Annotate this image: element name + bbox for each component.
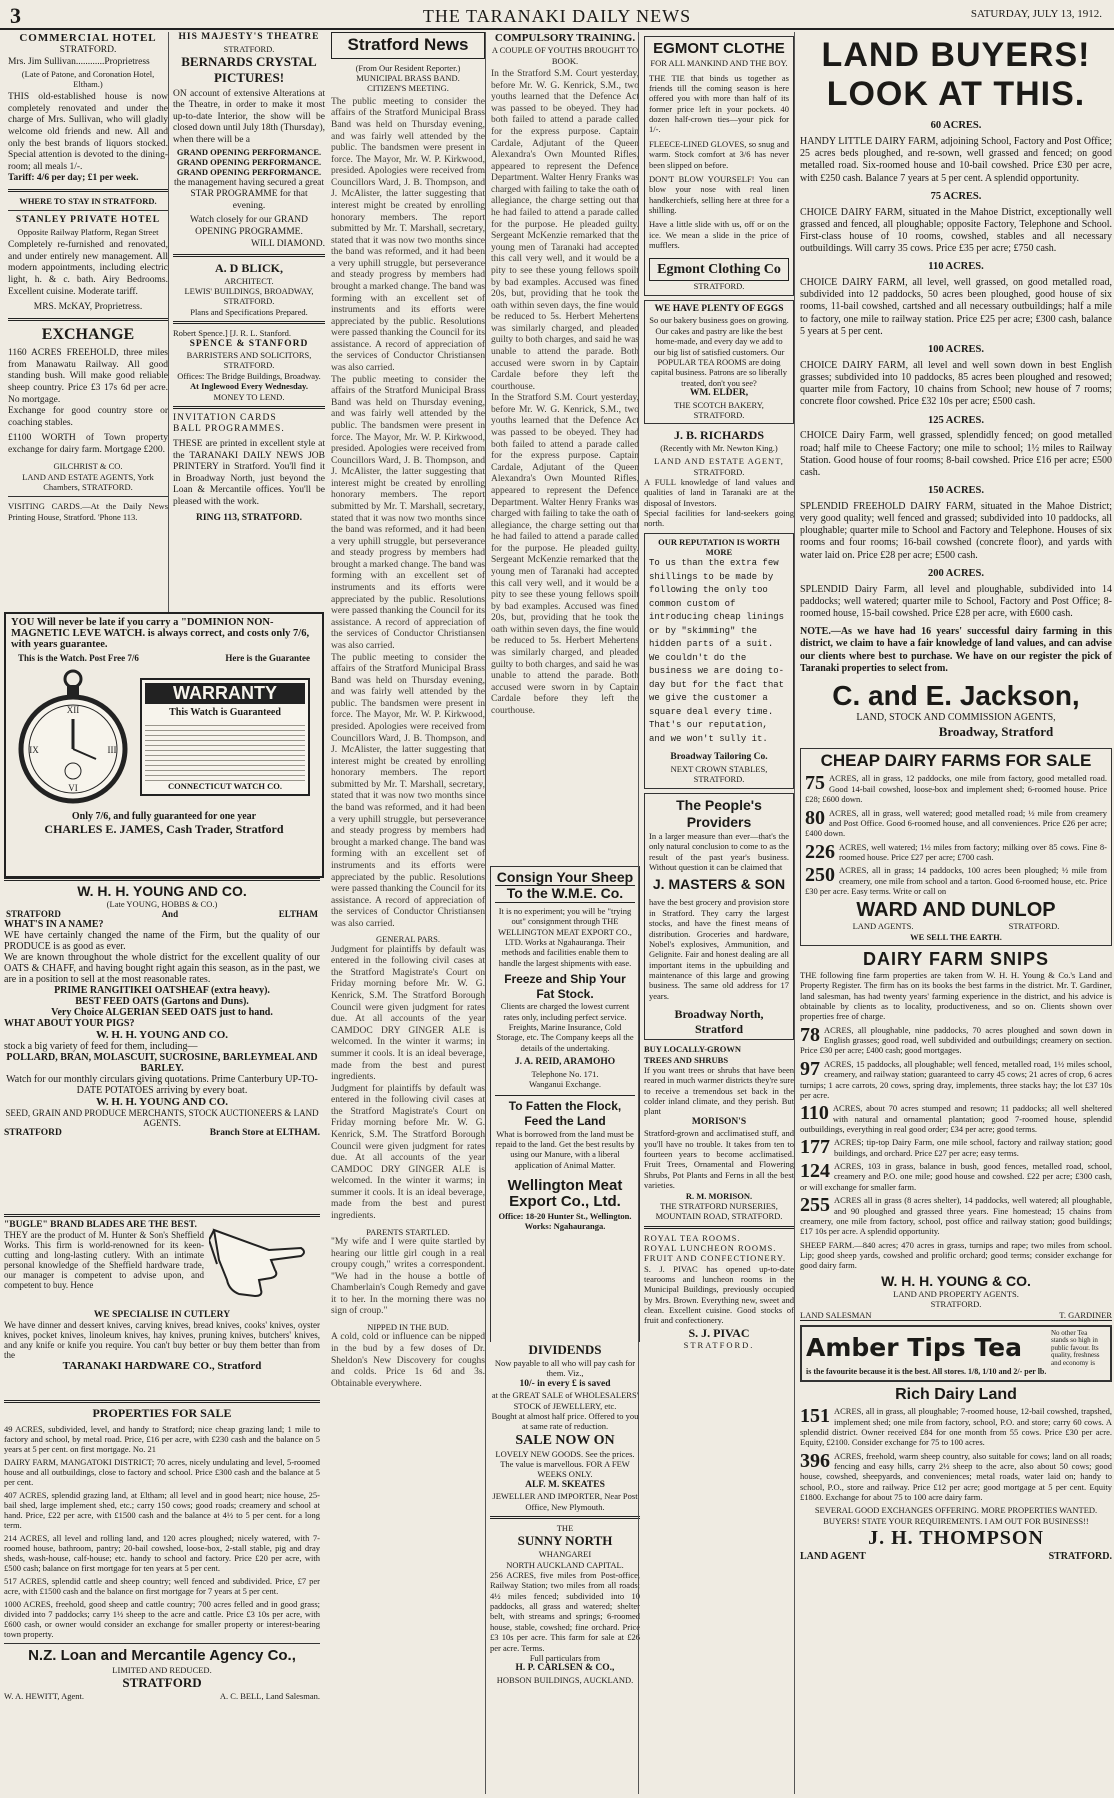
- invitation-ad: [173, 413, 325, 524]
- training-sub: A COUPLE OF YOUTHS BROUGHT TO BOOK.: [491, 45, 639, 66]
- column-2: [168, 32, 329, 616]
- page-number: 3: [10, 3, 21, 28]
- dividends-goods: LOVELY NEW GOODS. See the prices. The value is marvellous. FOR A FEW WEEKS ONLY.: [495, 1448, 635, 1480]
- rich-town: STRATFORD.: [1048, 1550, 1112, 1562]
- pivac-text: S. J. PIVAC has opened up-to-date tearooms and luncheon rooms in the Municipal Buildings, previously occupied by Mrs. Brown. Everything new, sweet and clean. Excellent cuisine. Good stocks of fruit and confectionery.: [644, 1263, 794, 1326]
- sale-title: PROPERTIES FOR SALE: [92, 1406, 232, 1420]
- sale-item-3: 407 ACRES, splendid grazing land, at Eltham; all level and in good heart; nice house, 25-bail shed, large implement shed, etc.; carry 150 cows; good roads; creamery and school at hand. Price, £22 per acre, with £1500 cash and the balance at 4½ to 5 per cent. for a long term.: [4, 1490, 320, 1530]
- young-item-3: Very Choice ALGERIAN SEED OATS just to hand.: [51, 1007, 273, 1019]
- richards-name: J. B. RICHARDS: [673, 428, 764, 443]
- stay-ad: [8, 196, 168, 314]
- listing-number: 177: [800, 1136, 830, 1159]
- north-place: WHANGAREI: [538, 1549, 592, 1560]
- theatre-management: the management having secured a great STAR PROGRAMME for that evening.: [173, 177, 325, 211]
- young-question-2: WHAT ABOUT YOUR PIGS?: [4, 1018, 135, 1030]
- listing-text: ACRES all in grass (8 acres shelter), 14 paddocks, well watered; all ploughable, and 90 ploughed and grassed three years. Fine homestead; 15 chains from creamery, one mile from factory, school, post office and railway station; good buildings; £17 10s per acre. A splendid opportunity.: [800, 1195, 1112, 1237]
- watch-left-label: This is the Watch. Post Free 7/6: [18, 653, 139, 663]
- young-para-1: WE have certainly changed the name of the Firm, but the quality of our PRODUCE is as good as ever.: [4, 930, 320, 953]
- news-text-2b: Judgment for plaintiffs by default was entered in the following civil cases at the Stratford Magistrate's Court on Friday morning before Mr. W. G. Kenrick, S.M. The Stratford Borough Council were given judgment for rates due. At all accounts of the year CAMDOC DRY GINGER ALE is welcomed. In the winter it warms; in summer it cools. It is an ideal beverage, made from the best and purest ingredients.: [331, 1083, 485, 1222]
- richards-sub: (Recently with Mr. Newton King.): [660, 442, 778, 453]
- invitation-line-1: INVITATION CARDS: [173, 412, 277, 423]
- training-title: COMPULSORY TRAINING.: [494, 32, 636, 44]
- theatre-opening-3: GRAND OPENING PERFORMANCE.: [176, 167, 322, 178]
- hotel-tariff: Tariff: 4/6 per day; £1 per week.: [8, 173, 139, 184]
- svg-text:VI: VI: [68, 783, 78, 793]
- pocket-watch-icon: [18, 667, 128, 807]
- egmont-ad: [644, 36, 794, 296]
- hotel-town: STRATFORD.: [59, 45, 117, 56]
- consign-agent: J. A. REID, ARAMOHO: [514, 1056, 616, 1067]
- solicitors-names-line: Robert Spence.] [J. R. L. Stanford.: [173, 328, 292, 339]
- theatre-ad: [173, 32, 325, 250]
- reputation-firm: Broadway Tailoring Co.: [670, 752, 768, 763]
- warranty-guarantee: This Watch is Guaranteed: [169, 707, 281, 718]
- snips-role: LAND AND PROPERTY AGENTS.: [893, 1289, 1019, 1300]
- amber-tips-ad: [800, 1325, 1112, 1381]
- consign-office: Office: 18-20 Hunter St., Wellington.: [498, 1210, 632, 1221]
- listing-number: 110: [800, 1102, 829, 1125]
- column-4: [485, 32, 644, 1794]
- watch-right-label: Here is the Guarantee: [225, 653, 310, 663]
- young-sub: (Late YOUNG, HOBBS & CO.): [106, 899, 218, 910]
- richards-special: Special facilities for land-seekers going north.: [644, 508, 794, 529]
- reputation-place: NEXT CROWN STABLES,: [670, 764, 768, 775]
- rich-note: SEVERAL GOOD EXCHANGES OFFERING. MORE PROPERTIES WANTED. BUYERS! STATE YOUR REQUIREMENTS. I AM OUT FOR BUSINESS!!: [814, 1505, 1098, 1526]
- numbered-listing: [805, 842, 1107, 863]
- listing-number: 151: [800, 1405, 830, 1428]
- pivac-name: S. J. PIVAC: [688, 1325, 750, 1340]
- hotel-former: (Late of Patone, and Coronation Hotel, Eltham.): [21, 68, 155, 89]
- egmont-sub: FOR ALL MANKIND AND THE BOY.: [650, 58, 788, 69]
- consign-line-2: To the W.M.E. Co.: [495, 886, 635, 902]
- listing-acres: 110 ACRES.: [928, 261, 984, 273]
- watch-seller: CHARLES E. JAMES, Cash Trader, Stratford: [44, 822, 284, 836]
- egmont-p3: DON'T BLOW YOURSELF! You can blow your nose with real linen handkerchiefs, selling here at three for a shilling.: [649, 173, 789, 215]
- watch-ad: [4, 612, 324, 878]
- dividends-text: at the GREAT SALE of WHOLESALERS' STOCK of JEWELLERY, etc.: [491, 1390, 639, 1411]
- young-question-1: WHAT'S IN A NAME?: [4, 919, 104, 931]
- young-firm-2: W. H. H. YOUNG AND CO.: [95, 1029, 229, 1042]
- news-text-1b: The public meeting to consider the affairs of the Stratford Municipal Brass Band was held on Thursday evening, and was fairly well attended by the public. The bandsmen were present in force. The Mayor, Mr. W. P. Kirkwood, presided. Apologies were received from Councillors Ward, J. B. Thompson, and J. McAlister, the latter suggesting that interest might be created by enrolling honorary members. The report submitted by Mr. T. Marshall, secretary, stated that it was now two months since the band was reformed, and it had been a very uphill struggle, but perseverance and steady progress by members had brought a marked change. The band was forming with an excellent set of instruments and its efforts were appreciated by the public. Resolutions were passed thanking the Council for its assistance. A record of appreciation of the services of Conductor Christiansen was also carried.: [331, 374, 485, 651]
- listing-text: SPLENDID Dairy Farm, all level and ploughable, subdivided into 14 paddocks; well watered; quarter mile to School, Factory and Post Office; 8-roomed house, 15-bail cowshed. Price £28 per acre, with £600 cash.: [800, 583, 1112, 620]
- consign-ad: [490, 866, 640, 1344]
- egmont-town: STRATFORD.: [693, 281, 745, 292]
- invitation-line-2: BALL PROGRAMMES.: [173, 424, 285, 435]
- dividends-line: Now payable to all who will pay cash for them. Viz.,: [494, 1357, 636, 1379]
- training-text: In the Stratford S.M. Court yesterday, before Mr. W. G. Kenrick, S.M., two youths learned that the Defence Act was passed to be obeyed. They had both failed to attend a parade called for the express purpose. Captain Cardale, Adjutant of the Queen Alexandra's Own Mounted Rifles, appeared to represent the Defence Department. Walter Henry Franks was charged with failing to take the oath of allegiance, the charge setting out that he had failed to attend a parade called for the purpose. He pleaded guilty. Sergeant McKenzie remarked that the young men of Taranaki had accepted this call very well, and it would be a pity to see these young fellows spoilt by bad examples. Accused was fined 20s, but, providing that he took the oath within seven days, the fine would be reduced to 5s. Herbert Mehertens was similarly charged, and pleaded guilty to both charges, and said he was unable to attend the parade. Both accused were sworn in by Captain Cardale before they left the courthouse.: [491, 69, 639, 392]
- visiting-cards-note: VISITING CARDS.—At the Daily News Printing House, Stratford. 'Phone 113.: [8, 501, 168, 522]
- listing-text: CHOICE DAIRY FARM, all level, well grassed, on good metalled road, subdivided into 12 paddocks, 50 acres been ploughed, good house of six rooms, 11-bail cowshed, cartshed and all necessary outbuildings; half a mile to factory, one mile to railway station. Price £25 per acre; £300 cash, balance 5 years at 5 per cent.: [800, 277, 1112, 337]
- stay-location: Opposite Railway Platform, Regan Street: [17, 226, 159, 237]
- morison-line-2: TREES AND SHRUBS: [644, 1054, 729, 1065]
- young-foot-right: Branch Store at ELTHAM.: [209, 1128, 320, 1139]
- richards-text: A FULL knowledge of land values and qualities of land in Taranaki are at the disposal of Investors.: [644, 476, 794, 508]
- numbered-listing: [800, 1406, 1112, 1447]
- cheap-title: CHEAP DAIRY FARMS FOR SALE: [820, 750, 1092, 770]
- richards-town: STRATFORD.: [693, 466, 745, 477]
- consign-freeze: Freeze and Ship Your Fat Stock.: [504, 971, 626, 1001]
- hotel-proprietress: Mrs. Jim Sullivan............Proprietress: [8, 56, 150, 67]
- eggs-ad: [644, 300, 794, 424]
- numbered-listing: [805, 773, 1107, 804]
- numbered-listing: [800, 1137, 1112, 1158]
- richards-ad: [644, 428, 794, 529]
- theatre-body: ON account of extensive Alterations at the Theatre, in order to make it most up-to-date Interior, the show will be closed down until July 18th (Thursday), when there will be a: [173, 88, 325, 145]
- dividends-trade: JEWELLER AND IMPORTER, Near Post Office, New Plymouth.: [492, 1491, 638, 1512]
- north-address: HOBSON BUILDINGS, AUCKLAND.: [496, 1674, 634, 1685]
- sale-limited: LIMITED AND REDUCED.: [112, 1664, 212, 1675]
- amber-side: No other Tea stands so high in public favour. Its quality, freshness and economy is: [1051, 1329, 1100, 1367]
- jackson-role: LAND, STOCK AND COMMISSION AGENTS,: [856, 711, 1056, 723]
- stay-name: STANLEY PRIVATE HOTEL: [15, 215, 161, 226]
- sale-item-4: 214 ACRES, all level and rolling land, and 120 acres ploughed; nicely watered, with 7-roomed house, bathroom, pantry; 20-bail cowshed, loose-box, 2-stall stable, pig and dray sheds, wash-house, calf-house; etc. handy to school and factory. Price £20 per acre, with £500 cash; balance on first mortgage for ten years at 5 per cent.: [4, 1533, 320, 1573]
- morison-sign: R. M. MORISON.: [685, 1190, 753, 1201]
- listing-number: 80: [805, 806, 825, 829]
- young-place-3: ELTHAM: [278, 909, 318, 920]
- amber-title: Amber Tips Tea: [806, 1333, 1022, 1363]
- richards-agent: LAND AND ESTATE AGENT,: [654, 456, 784, 467]
- pivac-line-1: ROYAL TEA ROOMS.: [644, 1232, 741, 1243]
- listing-text: ACRES, 103 in grass, balance in bush, good fences, metalled road, school, creamery and P.O. one mile; good house and cowshed. £22 per acre; £300 cash, or will exchange for smaller farm.: [800, 1161, 1112, 1192]
- young-foot-left: STRATFORD: [4, 1128, 62, 1139]
- column-3: [326, 32, 490, 1794]
- young-para-4: Watch for our monthly circulars giving quotations. Prime Canterbury UP-TO-DATE POTATOES arriving by every boat.: [6, 1074, 318, 1097]
- dividends-now: SALE NOW ON: [515, 1432, 615, 1448]
- listing-text: ACRES, about 70 acres stumped and resown; 11 paddocks; all well sheltered with natural and ornamental plantation; good 7-roomed house, splendid outbuildings, everything in real good order; £34 per acre; good terms.: [800, 1103, 1112, 1134]
- solicitors-ad: [173, 328, 325, 402]
- morison-ad: [644, 1044, 794, 1221]
- listing-text: ACRES, all in grass, 12 paddocks, one mile from factory, good metalled road. Good 14-bail cowshed, loose-box and implement shed; 6-roomed house. Price £28; £600 down.: [805, 773, 1107, 805]
- solicitors-inglewood: At Inglewood Every Wednesday.: [190, 381, 308, 392]
- listing-text: ACRES, 15 paddocks, all ploughable; well fenced, metalled road, 1½ miles school, creamery, and railway station; guaranteed to carry 45 cows; 21 acres of crop, 6 acres turnips; 1 acre carrots, 20 cows, spring dray, implements, three stacks hay; the lot £37 10s per acre.: [800, 1058, 1112, 1100]
- morison-address: THE STRATFORD NURSERIES, MOUNTAIN ROAD, STRATFORD.: [655, 1200, 783, 1222]
- exchange-item-1: 1160 ACRES FREEHOLD, three miles from Manawatu Railway. All good standing bush. Will make good reliable sheep country. Price £3 17s 6d per acre. No mortgage.: [8, 348, 168, 405]
- news-sub-5: NIPPED IN THE BUD.: [367, 1322, 449, 1333]
- stratford-news-title: Stratford News: [331, 32, 485, 59]
- bugle-body-2: We have dinner and dessert knives, carving knives, bread knives, cooks' knives, oyster knives, pocket knives, linoleum knives, hay knives, pruning knives, butchers' knives, and any knife or knife you require. You can't buy better or buy them better than from the: [4, 1320, 320, 1360]
- numbered-listing: [800, 1103, 1112, 1134]
- consign-works: Works: Ngahauranga.: [524, 1221, 606, 1232]
- snips-items: [800, 1025, 1112, 1271]
- solicitors-money: MONEY TO LEND.: [213, 391, 285, 402]
- jackson-name: C. and E. Jackson,: [832, 679, 1080, 711]
- pivac-town: STRATFORD.: [683, 1340, 755, 1351]
- jackson-note: NOTE.—As we have had 16 years' successful dairy farming in this district, we claim to have a fair knowledge of land values, and can advise our clients where best to purchase. We have on our register the pick of Taranaki properties to select from.: [800, 626, 1112, 674]
- listing-number: 78: [800, 1023, 820, 1046]
- young-item-2: BEST FEED OATS (Gartons and Duns).: [75, 996, 249, 1008]
- providers-title: The People's Providers: [676, 796, 762, 830]
- numbered-listing: [800, 1195, 1112, 1236]
- listing-text: SHEEP FARM.—840 acres; 470 acres in grass, turnips and rape; two miles from school. Lip; good sheep yards, cowshed and prolific orchard; good terms; consider exchange for good dairy farm.: [800, 1239, 1112, 1271]
- news-sub-3: GENERAL PARS.: [375, 934, 441, 945]
- egmont-logo: Egmont Clothing Co: [649, 258, 789, 281]
- theatre-watch: Watch closely for our GRAND OPENING PROGRAMME.: [190, 215, 308, 237]
- listing-acres: 60 ACRES.: [930, 120, 982, 132]
- north-firm: H. P. CARLSEN & CO.,: [515, 1663, 615, 1674]
- egmont-p2: FLEECE-LINED GLOVES, so snug and warm. Stock comfort at 3/6 has never been slipped on before.: [649, 138, 789, 170]
- numbered-listing: [800, 1240, 1112, 1271]
- svg-text:XII: XII: [66, 705, 80, 715]
- numbered-listing: [800, 1025, 1112, 1056]
- snips-left: LAND SALESMAN: [800, 1309, 872, 1320]
- news-sub-4: PARENTS STARTLED.: [366, 1226, 450, 1237]
- solicitors-role: BARRISTERS AND SOLICITORS, STRATFORD.: [186, 350, 312, 371]
- snips-ad: [800, 950, 1112, 1321]
- cheap-tag: WE SELL THE EARTH.: [910, 931, 1002, 942]
- bugle-body: THEY are the product of M. Hunter & Son's Sheffield Works. This firm is world-renowned for its keen-cutting and long-lasting cutlery. With an intimate personal knowledge of the Sheffield hardware trade, our manager is competent to advise upon, and competent to buy. Hence: [4, 1230, 204, 1290]
- consign-town: Wanganui Exchange.: [528, 1078, 601, 1089]
- training-text-b: In the Stratford S.M. Court yesterday, before Mr. W. G. Kenrick, S.M., two youths learned that the Defence Act was passed to be obeyed. They had both failed to attend a parade called for the express purpose. Captain Cardale, Adjutant of the Queen Alexandra's Own Mounted Rifles, appeared to represent the Defence Department. Walter Henry Franks was charged with failing to take the oath of allegiance, the charge setting out that he had failed to attend a parade called for the purpose. He pleaded guilty. Sergeant McKenzie remarked that the young men of Taranaki had accepted this call very well, and it would be a pity to see these young fellows spoilt by bad examples. Accused was fined 20s, but, providing that he took the oath within seven days, the fine would be reduced to 5s. Herbert Mehertens was similarly charged, and pleaded guilty to both charges, and said he was unable to attend the parade. Both accused were sworn in by Captain Cardale before they left the courthouse.: [491, 393, 639, 716]
- snips-firm: W. H. H. YOUNG & CO.: [881, 1272, 1031, 1289]
- consign-firm: Wellington Meat Export Co., Ltd.: [507, 1176, 623, 1211]
- north-sub: NORTH AUCKLAND CAPITAL.: [506, 1559, 624, 1570]
- theatre-name: HIS MAJESTY'S THEATRE: [178, 32, 320, 42]
- exchange-item-1b: Exchange for good country store or coaching stables.: [8, 406, 168, 428]
- sale-item-5: 517 ACRES, splendid cattle and sheep country; well fenced and subdivided. Price, £7 per acre, with £1500 cash and the balance on first mortgage for 7 years at 5 per cent.: [4, 1576, 320, 1596]
- stay-heading: WHERE TO STAY IN STRATFORD.: [19, 195, 157, 206]
- north-title: SUNNY NORTH: [517, 1533, 613, 1549]
- watch-headline: YOU Will never be late if you carry a "DOMINION NON-MAGNETIC LEVE WATCH. is always correct, and costs only 7/6, with years guarantee.: [11, 617, 310, 650]
- consign-body: It is no experiment; you will be "trying out" consignment through THE WELLINGTON MEAT EXPORT CO., LTD. Works at Ngahauranga. Their methods and facilities enable them to handle the largest shipments with ease.: [498, 905, 632, 968]
- architect-plans: Plans and Specifications Prepared.: [190, 306, 308, 317]
- egmont-p4: Have a little slide with us, off or on the ice. We mean a slide in the price of mufflers.: [649, 219, 789, 251]
- sale-agent-right: A. C. BELL, Land Salesman.: [219, 1690, 320, 1701]
- north-particulars: Full particulars from: [529, 1652, 601, 1663]
- listing-text: ACRES, all in grass, well watered; good metalled road; ½ mile from creamery and Post Office. Good 6-roomed house, and all conveniences. Price £26 per acre; £400 down.: [805, 807, 1107, 839]
- consign-fatten: To Fatten the Flock, Feed the Land: [495, 1095, 635, 1128]
- exchange-item-2: £1100 WORTH of Town property exchange for dairy farm. Mortgage £200.: [8, 433, 168, 455]
- eggs-name: WM. ELDER,: [689, 387, 749, 398]
- theatre-title: BERNARDS CRYSTAL PICTURES!: [181, 53, 317, 85]
- solicitors-name: SPENCE & STANFORD: [189, 338, 309, 349]
- dividends-title: DIVIDENDS: [528, 1342, 602, 1357]
- reputation-ad: [644, 533, 794, 789]
- news-text-1: The public meeting to consider the affairs of the Stratford Municipal Brass Band was held on Thursday evening, and was fairly well attended by the public. The bandsmen were present in force. The Mayor, Mr. W. P. Kirkwood, presided. Apologies were received from Councillors Ward, J. B. Thompson, and J. McAlister, the latter suggesting that interest might be created by enrolling honorary members. The report submitted by Mr. T. Marshall, secretary, stated that it was now two months since the band was reformed, and it had been a very uphill struggle, but perseverance and steady progress by members had brought a marked change. The band was forming with an excellent set of instruments and its efforts were appreciated by the public. Resolutions were passed thanking the Council for its assistance. A record of appreciation of the services of Conductor Christiansen was also carried.: [331, 96, 485, 374]
- listing-text: ACRES, all in grass, all ploughable; 7-roomed house, 12-bail cowshed, trapshed, implement shed; one mile from factory, school, P.O. and store; carry 60 cows. A splendid district. Owner received £84 for one month from 55 cows. Price £30 per acre. Equity, £2100. Consider exchange for 75 to 100 acres.: [800, 1406, 1112, 1448]
- bugle-title: "BUGLE" BRAND BLADES ARE THE BEST.: [4, 1220, 197, 1230]
- properties-sale-ad: [4, 1400, 320, 1798]
- egmont-p1: THE TIE that binds us together as friends till the coming season is here offered you with more than half of its former price left in your pockets. 40 dozen half-crown ties—your pick for 1/-.: [649, 72, 789, 135]
- warranty-maker: CONNECTICUT WATCH CO.: [167, 781, 283, 791]
- listing-acres: 150 ACRES.: [927, 485, 984, 497]
- rich-role: LAND AGENT: [800, 1550, 866, 1562]
- morison-name: MORISON'S: [691, 1116, 747, 1127]
- providers-firm: J. MASTERS & SON: [652, 876, 786, 893]
- architect-role: ARCHITECT.: [224, 275, 274, 286]
- cheap-firm: WARD AND DUNLOP: [856, 899, 1056, 922]
- providers-text: In a larger measure than ever—that's the only natural conclusion to come to as the result of the past year's business. Without question it can be claimed that: [649, 830, 789, 872]
- theatre-sign: WILL DIAMOND.: [250, 238, 325, 249]
- providers-address: Broadway North, Stratford: [674, 1007, 764, 1036]
- morison-text-2: Stratford-grown and acclimatised stuff, and you'll have no trouble. It takes from ten to fourteen years to become acclimatised. Fruit Trees, Ornamental and Flowering Shrubs, Pot Plants and Ferns in all the best varieties.: [644, 1128, 794, 1191]
- invitation-ring: RING 113, STRATFORD.: [196, 512, 302, 523]
- numbered-listing: [800, 1451, 1112, 1503]
- morison-line-1: BUY LOCALLY-GROWN: [644, 1044, 742, 1055]
- listing-text: CHOICE DAIRY FARM, situated in the Mahoe District, exceptionally well grassed and fenced, all ploughable; opposite Factory, Telephone and School. First-class house of 10 rooms, cowshed, stables and all necessary outbuildings. Will carry 35 cows. Price £35 per acre; £750 cash.: [800, 206, 1112, 255]
- pivac-ad: [644, 1233, 794, 1351]
- pointing-hand-icon: [209, 1220, 309, 1310]
- reputation-title: OUR REPUTATION IS WORTH MORE: [658, 536, 780, 558]
- exchange-title: EXCHANGE: [41, 325, 135, 343]
- snips-title: DAIRY FARM SNIPS: [862, 949, 1050, 970]
- sale-item-1: 49 ACRES, subdivided, level, and handy to Stratford; nice cheap grazing land; 1 mile to factory and school, by metal road. Price, £16 per acre, with £230 cash and the balance on 5 years at 5 per cent. on first mortgage. No. 21: [4, 1424, 320, 1454]
- architect-address: LEWIS' BUILDINGS, BROADWAY, STRATFORD.: [184, 286, 314, 307]
- young-title: W. H. H. YOUNG AND CO.: [77, 883, 247, 899]
- morison-text: If you want trees or shrubs that have been reared in much warmer districts they're sure to receive a tremendous set back in the colder inland climate, and they perish. But plant: [644, 1064, 794, 1117]
- stay-body: Completely re-furnished and renovated, and under entirely new management. All modern appointments, including electric light, h. & c. bath. Airy Bedrooms. Excellent cuisine. Moderate tariff.: [8, 240, 168, 297]
- jackson-listings: [800, 120, 1112, 620]
- rich-name: J. H. THOMPSON: [868, 1527, 1044, 1550]
- hotel-body: THIS old-established house is now completely renovated and under the charge of Mrs. Sullivan, who will gladly welcome old friends and new. All and only the best brands of liquors stocked. Special attention is devoted to the dining-room; all meals 1/-.: [8, 92, 168, 172]
- young-item-1: PRIME RANGITIKEI OATSHEAF (extra heavy).: [54, 985, 270, 997]
- cheap-farms-ad: [800, 748, 1112, 946]
- theatre-opening-2: GRAND OPENING PERFORMANCE.: [176, 156, 322, 167]
- egmont-title: EGMONT CLOTHE: [653, 40, 785, 57]
- snips-town: STRATFORD.: [930, 1299, 982, 1310]
- listing-text: ACRES, well watered; 1½ miles from factory; milking over 85 cows. Fine 8-roomed house. Price £27 per acre; £700 cash.: [839, 841, 1107, 862]
- news-text-2: Judgment for plaintiffs by default was entered in the following civil cases at the Stratford Magistrate's Court on Friday morning before Mr. W. G. Kenrick, S.M. The Stratford Borough Council were given judgment for rates due. At all accounts of the year CAMDOC DRY GINGER ALE is welcomed. In the winter it warms; in summer it cools. It is an ideal beverage, made from the best and purest ingredients.: [331, 944, 485, 1083]
- dividends-name: ALF. M. SKEATES: [525, 1479, 605, 1490]
- bugle-ad: [4, 1214, 320, 1400]
- numbered-listing: [805, 808, 1107, 839]
- news-sub-1: MUNICIPAL BRASS BAND.: [356, 73, 460, 84]
- exchange-ad: [8, 325, 168, 523]
- news-text-1c: The public meeting to consider the affairs of the Stratford Municipal Brass Band was held on Thursday evening, and was fairly well attended by the public. The bandsmen were present in force. The Mayor, Mr. W. P. Kirkwood, presided. Apologies were received from Councillors Ward, J. B. Thompson, and J. McAlister, the latter suggesting that interest might be created by enrolling honorary members. The report submitted by Mr. T. Marshall, secretary, stated that it was now two months since the band was reformed, and it had been a very uphill struggle, but perseverance and steady progress by members had brought a marked change. The band was forming with an excellent set of instruments and its efforts were appreciated by the public. Resolutions were passed thanking the Council for its assistance. A record of appreciation of the services of Conductor Christiansen was also carried.: [331, 652, 485, 929]
- listing-number: 97: [800, 1057, 820, 1080]
- listing-text: CHOICE DAIRY FARM, all level and well sown down in best English grasses; subdivided into 10 paddocks, 85 acres been ploughed and resowed; quarter mile from Factory, 10 chains from School; new house of 7 rooms; concrete floor cowshed. Price £32 10s per acre; £500 cash.: [800, 359, 1112, 408]
- newspaper-title: THE TARANAKI DAILY NEWS: [422, 6, 692, 26]
- listing-text: CHOICE Dairy Farm, well grassed, splendidly fenced; on good metalled road; half mile to Cheese Factory; one mile to school; 1½ miles to Railway Station. Good house of four rooms; 8-bail cowshed. Price £16 per acre; £500 cash.: [800, 430, 1112, 478]
- numbered-listing: [805, 865, 1107, 896]
- exchange-agent: GILCHRIST & CO.: [53, 461, 123, 472]
- theatre-opening-1: GRAND OPENING PERFORMANCE.: [176, 146, 322, 157]
- jackson-address: Broadway, Stratford: [938, 723, 1054, 739]
- dividends-sub: 10/- in every £ is saved: [519, 1378, 611, 1389]
- listing-text: ACRES, freehold, warm sheep country, also suitable for cows; land on all roads; fencing and easy hills, carry 2½ sheep to the acre, also about 50 cows; good house, cowshed, sheepyards, and conveniences; metal roads, water laid on; handy to school, P.O., store and railway. Price £12 per acre; good mortgage at 5 per cent. Equity £1800. Exchange for about 75 to 100 acre dairy farm.: [800, 1450, 1112, 1503]
- svg-text:IX: IX: [29, 745, 39, 755]
- news-text-3: "My wife and I were quite startled by hearing our little girl cough in a real croupy cough," writes a correspondent. "We had in the house a bottle of Chamberlain's Cough Remedy and gave it to her. In the morning there was no sign of croup.": [331, 1236, 485, 1317]
- stay-proprietress: MRS. McKAY, Proprietress.: [33, 302, 143, 313]
- amber-tag: is the favourite because it is the best. All stores. 1/8, 1/10 and 2/- per lb.: [806, 1366, 1047, 1376]
- hotel-ad: [8, 32, 168, 185]
- invitation-body: THESE are printed in excellent style at the TARANAKI DAILY NEWS JOB PRINTERY in Stratford. You'll find it in Broadway North, just beyond the Loan & Mercantile offices. You'll be pleased with the work.: [173, 439, 325, 507]
- numbered-listing: [800, 1059, 1112, 1100]
- young-place-1: STRATFORD: [6, 909, 61, 920]
- news-byline: (From Our Resident Reporter.): [355, 62, 461, 73]
- watch-bottom: Only 7/6, and fully guaranteed for one year: [71, 811, 257, 822]
- listing-number: 396: [800, 1449, 830, 1472]
- young-items-2: POLLARD, BRAN, MOLASCUIT, SUCROSINE, BARLEYMEAL AND BARLEY.: [6, 1052, 318, 1075]
- listing-number: 226: [805, 840, 835, 863]
- pivac-line-3: FRUIT AND CONFECTIONERY.: [644, 1253, 786, 1264]
- listing-text: HANDY LITTLE DAIRY FARM, adjoining School, Factory and Post Office; 25 acres beds ploughed, and re-sown, well grassed and fenced; on good metalled road. Six-roomed house and 10-bail cowshed. Price £30 per acre, with £250 cash. Balance 7 years at 5 per cent. A splendid opportunity.: [800, 135, 1112, 184]
- listing-number: 250: [805, 864, 835, 887]
- young-para-3: stock a big variety of feed for them, including—: [4, 1041, 198, 1053]
- listing-acres: 100 ACRES.: [927, 344, 984, 356]
- dividends-ad: [490, 1342, 640, 1685]
- numbered-listing: [800, 1161, 1112, 1192]
- land-buyers-headline: LAND BUYERS! LOOK AT THIS.: [821, 36, 1091, 114]
- listing-text: ACRES; tip-top Dairy Farm, one mile school, factory and railway station; good buildings, and orchard. Price £27 per acre; easy terms.: [834, 1137, 1112, 1158]
- column-6: [794, 32, 1114, 1794]
- listing-acres: 125 ACRES.: [927, 414, 984, 426]
- listing-acres: 75 ACRES.: [930, 190, 982, 202]
- theatre-town: STRATFORD.: [223, 43, 275, 54]
- young-place-2: And: [161, 909, 179, 920]
- rich-dairy-ad: [800, 1386, 1112, 1563]
- masthead: [0, 0, 1114, 30]
- listing-number: 75: [805, 772, 825, 795]
- exchange-agent-2: LAND AND ESTATE AGENTS, York Chambers, STRATFORD.: [22, 471, 154, 493]
- eggs-text: So our bakery business goes on growing. Our cakes and pastry are like the best home-made, and every day we add to our big list of satisfied customers. Our POPULAR TEA ROOMS are doing capital business. Patrons are so liberally treated, don't you see?: [649, 315, 789, 388]
- bugle-special: WE SPECIALISE IN CUTLERY: [93, 1310, 231, 1320]
- eggs-title: WE HAVE PLENTY OF EGGS: [654, 303, 784, 314]
- svg-text:III: III: [107, 745, 117, 755]
- solicitors-offices: Offices: The Bridge Buildings, Broadway.: [177, 370, 321, 381]
- news-sub-2: CITIZEN'S MEETING.: [367, 83, 449, 94]
- snips-right: T. GARDINER: [1059, 1309, 1112, 1320]
- listing-text: ACRES, all ploughable, nine paddocks, 70 acres ploughed and sown down in English grasses; good road, well subdivided and outbuildings; creamery on section. Price £30 per acre; £400 cash; good mortgages.: [800, 1024, 1112, 1056]
- providers-text-2: have the best grocery and provision store in Stratford. They carry the largest stocks, and have the finest means of distribution. Groceries and hardware, Nobel's explosives, Ammunition, and Gelignite. Fair and honest dealing are all important items in the upbuilding and maintenance of this large and growing business. The same old address for 17 years.: [649, 897, 789, 1001]
- dividends-text-2: Bought at almost half price. Offered to you at same rate of reduction.: [491, 1410, 639, 1432]
- cheap-town: STRATFORD.: [1008, 921, 1060, 932]
- consign-line-1: Consign Your Sheep: [496, 869, 634, 885]
- bugle-firm: TARANAKI HARDWARE CO., Stratford: [62, 1360, 262, 1372]
- sale-town: STRATFORD: [122, 1674, 202, 1690]
- consign-body-3: What is borrowed from the land must be repaid to the land. Get the best results by using our Manure, with a liberal application of Animal Matter.: [495, 1128, 635, 1170]
- listing-acres: 200 ACRES.: [927, 567, 984, 579]
- north-the: THE: [556, 1523, 574, 1534]
- young-co-ad: [4, 878, 320, 1214]
- sale-item-6: 1000 ACRES, freehold, good sheep and cattle country; 700 acres felled and in good grass; divided into 7 paddocks; carry 1½ sheep to the acre and cattle. Price £3 10s per acre, with £600 cash, or owner would consider an exchange for smaller property or interest-bearing town property.: [4, 1599, 320, 1639]
- rich-title: Rich Dairy Land: [895, 1385, 1017, 1403]
- news-text-4: A cold, cold or influence can be nipped in the bud by a few doses of Dr. Sheldon's New Discovery for coughs and colds. Price 1s 6d and 3s. Obtainable everywhere.: [331, 1332, 485, 1389]
- sale-item-2: DAIRY FARM, MANGATOKI DISTRICT; 70 acres, nicely undulating and level, 5-roomed house and all outbuildings, close to factory and school. Price £300 cash and the balance at 5 per cent.: [4, 1457, 320, 1487]
- listing-number: 255: [800, 1194, 830, 1217]
- listing-number: 124: [800, 1160, 830, 1183]
- young-trade: SEED, GRAIN AND PRODUCE MERCHANTS, STOCK AUCTIONEERS & LAND AGENTS.: [5, 1108, 319, 1129]
- column-5: [638, 32, 799, 1794]
- reputation-town: STRATFORD.: [693, 774, 745, 785]
- architect-name: A. D BLICK,: [214, 261, 283, 276]
- architect-ad: [173, 261, 325, 317]
- hotel-title: COMMERCIAL HOTEL: [19, 32, 157, 44]
- north-text: 256 ACRES, five miles from Post-office, Railway Station; two miles from all roads; 4½ miles fenced; subdivided into 10 paddocks, all grass and watered; shelter belt, with streams and springs; 6-roomed house, stable, cowshed; fine orchard. Price £3 10s per acre. This farm for sale at £26 per acre. Terms.: [490, 1569, 640, 1653]
- issue-date: SATURDAY, JULY 13, 1912.: [970, 8, 1102, 20]
- consign-phone: Telephone No. 171.: [531, 1068, 599, 1079]
- warranty-card: [140, 678, 310, 796]
- young-para-2: We are known throughout the whole district for the excellent quality of our OATS & CHAFF, and having bought right again this season, as in the past, we are in a position to sell at the most reasonable rates.: [4, 952, 320, 986]
- consign-body-2: Clients are charged the lowest current rates only, including perfect service. Freights, Marine Insurance, Cold Storage, etc. The Company keeps all the details of the undertaking.: [496, 1001, 634, 1053]
- sale-agent-left: W. A. HEWITT, Agent.: [4, 1690, 85, 1701]
- listing-text: ACRES, all in grass; 14 paddocks, 100 acres been ploughed; ½ mile from creamery, one mile from school and a tarton. Good 6-roomed house, etc. Price £30 per acre. Easy terms. Write or call on: [805, 865, 1107, 897]
- pivac-line-2: ROYAL LUNCHEON ROOMS.: [644, 1242, 777, 1253]
- reputation-text: To us than the extra few shillings to be made by following the only too common custom of introducing cheap linings or by "skimming" the hidden parts of a suit. We couldn't do the business we are doing to-day but for the fact that we give the customer a square deal every time. That's our reputation, and we won't sully it.: [649, 558, 785, 744]
- warranty-title: WARRANTY: [145, 683, 305, 704]
- sale-firm: N.Z. Loan and Mercantile Agency Co.,: [28, 1647, 296, 1664]
- cheap-role: LAND AGENTS.: [852, 921, 914, 932]
- listing-text: SPLENDID FREEHOLD DAIRY FARM, situated in the Mahoe District; very good quality; well fenced and grassed; subdivided into 10 paddocks, all ploughable; quarter mile to School and Factory and Telephone. Houses of six rooms and four rooms; 16-bail cowshed (concrete floor), and yards with water laid on. Price £28 per acre; £500 cash.: [800, 500, 1112, 561]
- snips-intro: THE following fine farm properties are taken from W. H. H. Young & Co.'s Land and Property Register. The firm has on its books the best farms in the district. Mr. T. Gardiner, land salesman, has had twenty years' farming experience in the district, and his advice is obtainable by clients as to locality, productiveness, and so on. Clients shown over properties free of charge.: [800, 969, 1112, 1022]
- young-firm-3: W. H. H. YOUNG AND CO.: [95, 1096, 229, 1109]
- eggs-role: THE SCOTCH BAKERY, STRATFORD.: [674, 399, 764, 420]
- rich-items: [800, 1406, 1112, 1502]
- cheap-items: [805, 773, 1107, 896]
- providers-ad: [644, 793, 794, 1041]
